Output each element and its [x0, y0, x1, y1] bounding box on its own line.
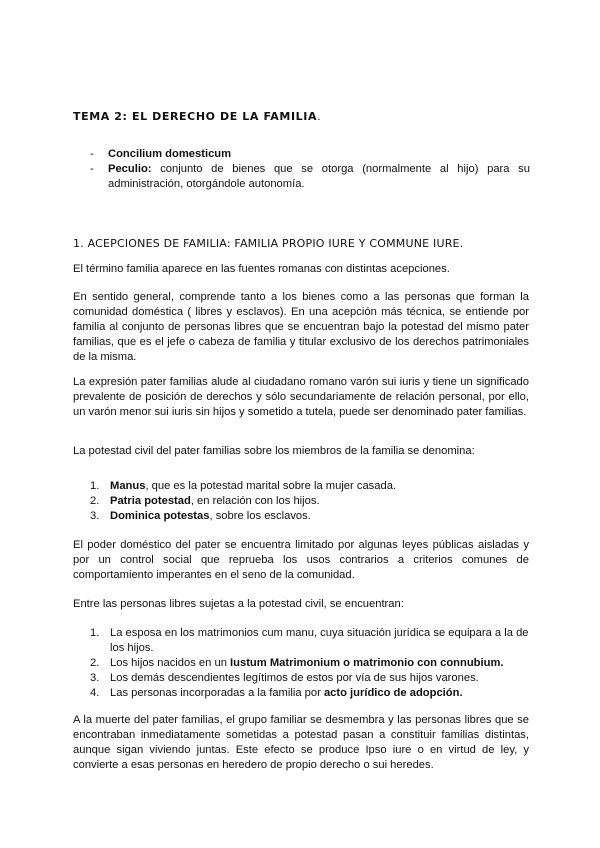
list-item: [90, 494, 530, 509]
dash-item-term: Concilium domesticum: [108, 148, 232, 160]
list-item-text: Las personas incorporadas a la familia por: [110, 687, 324, 699]
dash-item-term: Peculio:: [108, 163, 152, 175]
list-number: 1.: [90, 480, 100, 492]
list-item: [90, 671, 530, 686]
section-heading: 1. ACEPCIONES DE FAMILIA: FAMILIA PROPIO IURE Y COMMUNE IURE.: [73, 237, 464, 250]
dash-item-text: conjunto de bienes que se otorga (normalmente al hijo) para su administración, otorgándole autonomía.: [108, 163, 530, 190]
list-number: 3.: [90, 672, 100, 684]
list-item-text: , en relación con los hijos.: [190, 495, 320, 507]
list-item: [90, 626, 530, 656]
list-item: [90, 479, 530, 494]
paragraph-3: La expresión pater familias alude al ciudadano romano varón sui iuris y tiene un significado prevalente de posición de derechos y sólo secundariamente de relación personal, por ello, un varón menor sui iuris sin hijos y sometido a tutela, puede ser denominado pater familias.: [73, 376, 529, 418]
list-item-term: Manus: [110, 480, 146, 492]
paragraph-2: En sentido general, comprende tanto a los bienes como a las personas que forman la comunidad doméstica ( libres y esclavos). En una acepción más técnica, se entiende por familia al conjunto de personas libres que se encuentran bajo la potestad del mismo pater familias, que es el jefe o cabeza de familia y titular exclusivo de los derechos patrimoniales de la misma.: [73, 291, 529, 363]
list-item-term: Dominica potestas: [110, 510, 210, 522]
list-item: [90, 656, 530, 671]
list-item-text: , que es la potestad marital sobre la mujer casada.: [145, 480, 397, 492]
list-number: 4.: [90, 687, 100, 699]
dash-item: [90, 147, 530, 162]
numbered-list-potestad: [90, 479, 530, 524]
list-item-text: Los demás descendientes legítimos de estos por vía de sus hijos varones.: [110, 672, 479, 684]
list-item-text: La esposa en los matrimonios cum manu, cuya situación jurídica se equipara a la de los hijos.: [110, 627, 529, 654]
list-item-term: Patria potestad: [110, 495, 191, 507]
title-period: .: [317, 110, 322, 123]
list-item-text: , sobre los esclavos.: [209, 510, 311, 522]
numbered-list-personas: [90, 626, 530, 701]
dash-item: [90, 162, 530, 192]
list-item: [90, 509, 530, 524]
list-item-term: acto jurídico de adopción.: [323, 687, 463, 699]
paragraph-1: El término familia aparece en las fuentes romanas con distintas acepciones.: [73, 263, 450, 275]
paragraph-6: Entre las personas libres sujetas a la potestad civil, se encuentran:: [73, 598, 404, 610]
dash-bullet: -: [90, 163, 94, 175]
list-number: 1.: [90, 627, 100, 639]
list-number: 3.: [90, 510, 100, 522]
paragraph-5: El poder doméstico del pater se encuentra limitado por algunas leyes públicas aisladas y por un control social que reprueba los usos contrarios a criterios comunes de comportamiento imperantes en el seno de la comunidad.: [73, 539, 529, 581]
list-number: 2.: [90, 495, 100, 507]
list-item: [90, 686, 530, 701]
paragraph-7: A la muerte del pater familias, el grupo familiar se desmembra y las personas libres que se encontraban inmediatamente sometidas a potestad pasan a constituir familias distintas, aunque sigan viviendo juntas. Este efecto se produce Ipso iure o en virtud de ley, y convierte a esas personas en heredero de propio derecho o sui heredes.: [73, 714, 529, 771]
list-item-text: Los hijos nacidos en un: [110, 657, 231, 669]
document-title: [73, 110, 321, 123]
title-text: TEMA 2: EL DERECHO DE LA FAMILIA: [73, 110, 318, 123]
list-number: 2.: [90, 657, 100, 669]
dash-bullet: -: [90, 148, 94, 160]
list-item-term: Iustum Matrimonium o matrimonio con connubium.: [230, 657, 504, 669]
dash-list: [90, 147, 530, 192]
paragraph-4: La potestad civil del pater familias sobre los miembros de la familia se denomina:: [73, 445, 475, 457]
